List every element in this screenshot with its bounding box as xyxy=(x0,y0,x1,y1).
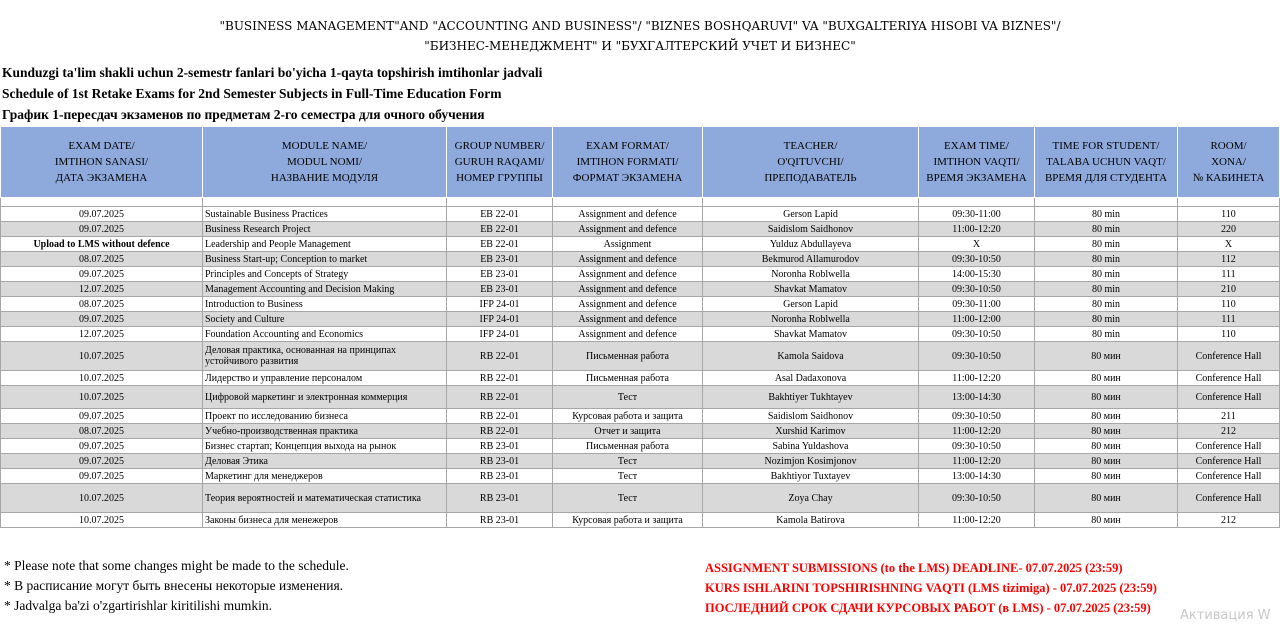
cell-exam-time: 14:00-15:30 xyxy=(919,267,1035,282)
cell-time-for-student: 80 min xyxy=(1035,312,1178,327)
table-row xyxy=(1,439,1280,454)
cell-teacher: Bekmurod Allamurodov xyxy=(703,252,919,267)
cell-exam-time: 09:30-10:50 xyxy=(919,282,1035,297)
cell-room: X xyxy=(1178,237,1280,252)
table-row xyxy=(1,207,1280,222)
table-row xyxy=(1,267,1280,282)
cell-time-for-student: 80 мин xyxy=(1035,484,1178,513)
table-row xyxy=(1,222,1280,237)
cell-exam-date: 08.07.2025 xyxy=(1,252,203,267)
cell-time-for-student: 80 мин xyxy=(1035,424,1178,439)
cell-module-name: Бизнес стартап; Концепция выхода на рынок xyxy=(203,439,447,454)
cell-module-name: Introduction to Business xyxy=(203,297,447,312)
cell-exam-date: 09.07.2025 xyxy=(1,222,203,237)
spacer-cell xyxy=(1,198,203,207)
cell-exam-format: Assignment and defence xyxy=(553,327,703,342)
cell-room: 212 xyxy=(1178,424,1280,439)
cell-module-name: Society and Culture xyxy=(203,312,447,327)
cell-module-name: Учебно-производственная практика xyxy=(203,424,447,439)
cell-exam-date: 10.07.2025 xyxy=(1,484,203,513)
cell-module-name: Цифровой маркетинг и электронная коммерция xyxy=(203,386,447,409)
cell-module-name: Деловая практика, основанная на принципах устойчивого развития xyxy=(203,342,447,371)
title-uz: Kunduzgi ta'lim shakli uchun 2-semestr fanlari bo'yicha 1-qayta topshirish imtihonlar jadvali xyxy=(2,65,543,80)
column-header-line: IMTIHON VAQTI/ xyxy=(933,156,1020,168)
cell-time-for-student: 80 min xyxy=(1035,207,1178,222)
column-header-line: TEACHER/ xyxy=(783,140,838,152)
cell-exam-time: 09:30-11:00 xyxy=(919,207,1035,222)
table-row xyxy=(1,409,1280,424)
table-row xyxy=(1,327,1280,342)
cell-group-number: IFP 24-01 xyxy=(447,327,553,342)
table-row xyxy=(1,252,1280,267)
table-header-row xyxy=(1,127,1280,198)
cell-group-number: RB 22-01 xyxy=(447,386,553,409)
cell-exam-time: 13:00-14:30 xyxy=(919,469,1035,484)
cell-time-for-student: 80 min xyxy=(1035,267,1178,282)
column-header-line: ДАТА ЭКЗАМЕНА xyxy=(55,172,148,184)
table-row xyxy=(1,469,1280,484)
table-row xyxy=(1,371,1280,386)
cell-exam-format: Курсовая работа и защита xyxy=(553,409,703,424)
cell-exam-time: 11:00-12:20 xyxy=(919,371,1035,386)
cell-group-number: EB 22-01 xyxy=(447,207,553,222)
activation-watermark: Активация W xyxy=(1180,608,1271,623)
column-header-room xyxy=(1178,127,1280,198)
column-header-line: ROOM/ xyxy=(1210,140,1247,152)
cell-teacher: Gerson Lapid xyxy=(703,207,919,222)
column-header-exam-time xyxy=(919,127,1035,198)
cell-group-number: IFP 24-01 xyxy=(447,312,553,327)
cell-exam-date: 08.07.2025 xyxy=(1,424,203,439)
cell-module-name: Sustainable Business Practices xyxy=(203,207,447,222)
cell-room: Conference Hall xyxy=(1178,439,1280,454)
cell-exam-time: 11:00-12:20 xyxy=(919,513,1035,528)
column-header-line: ВРЕМЯ ЭКЗАМЕНА xyxy=(926,172,1027,184)
cell-exam-date: 10.07.2025 xyxy=(1,513,203,528)
spacer-cell xyxy=(919,198,1035,207)
cell-teacher: Bakhtiyer Tukhtayev xyxy=(703,386,919,409)
cell-exam-format: Письменная работа xyxy=(553,439,703,454)
column-header-line: MODUL NOMI/ xyxy=(286,156,363,168)
column-header-exam-format xyxy=(553,127,703,198)
spacer-cell xyxy=(447,198,553,207)
column-header-line: НАЗВАНИЕ МОДУЛЯ xyxy=(270,172,379,184)
title-en: Schedule of 1st Retake Exams for 2nd Semester Subjects in Full-Time Education Form xyxy=(2,86,502,101)
cell-teacher: Gerson Lapid xyxy=(703,297,919,312)
title-ru: График 1-пересдач экзаменов по предметам 2-го семестра для очного обучения xyxy=(2,107,485,122)
cell-group-number: RB 23-01 xyxy=(447,439,553,454)
cell-group-number: RB 22-01 xyxy=(447,371,553,386)
cell-exam-date: 08.07.2025 xyxy=(1,297,203,312)
cell-module-name: Теория вероятностей и математическая статистика xyxy=(203,484,447,513)
cell-time-for-student: 80 мин xyxy=(1035,454,1178,469)
cell-exam-format: Assignment and defence xyxy=(553,207,703,222)
table-row xyxy=(1,386,1280,409)
cell-time-for-student: 80 min xyxy=(1035,252,1178,267)
cell-exam-date: 09.07.2025 xyxy=(1,409,203,424)
cell-exam-time: 09:30-10:50 xyxy=(919,327,1035,342)
schedule-notes xyxy=(4,556,349,616)
cell-teacher: Noronha Roblwella xyxy=(703,312,919,327)
cell-module-name: Principles and Concepts of Strategy xyxy=(203,267,447,282)
cell-exam-date: 09.07.2025 xyxy=(1,267,203,282)
cell-exam-time: 09:30-10:50 xyxy=(919,409,1035,424)
deadline-en: ASSIGNMENT SUBMISSIONS (to the LMS) DEADLINE- 07.07.2025 (23:59) xyxy=(705,561,1123,575)
cell-room: 111 xyxy=(1178,267,1280,282)
cell-group-number: EB 23-01 xyxy=(447,252,553,267)
cell-room: 111 xyxy=(1178,312,1280,327)
cell-module-name: Лидерство и управление персоналом xyxy=(203,371,447,386)
cell-exam-time: 11:00-12:00 xyxy=(919,312,1035,327)
cell-room: 112 xyxy=(1178,252,1280,267)
schedule-titles xyxy=(2,62,542,125)
note-uz: * Jadvalga ba'zi o'zgartirishlar kiritilishi mumkin. xyxy=(4,598,273,613)
cell-group-number: RB 23-01 xyxy=(447,484,553,513)
cell-exam-date: 09.07.2025 xyxy=(1,207,203,222)
column-header-time-for-student xyxy=(1035,127,1178,198)
column-header-line: TIME FOR STUDENT/ xyxy=(1052,140,1160,152)
cell-room: 211 xyxy=(1178,409,1280,424)
cell-module-name: Проект по исследованию бизнеса xyxy=(203,409,447,424)
cell-module-name: Foundation Accounting and Economics xyxy=(203,327,447,342)
cell-exam-date: 09.07.2025 xyxy=(1,439,203,454)
column-header-line: XONA/ xyxy=(1211,156,1246,168)
cell-exam-format: Тест xyxy=(553,454,703,469)
document-header xyxy=(0,16,1280,56)
column-header-line: EXAM DATE/ xyxy=(68,140,135,152)
cell-exam-time: X xyxy=(919,237,1035,252)
column-header-line: GURUH RAQAMI/ xyxy=(454,156,545,168)
cell-exam-format: Курсовая работа и защита xyxy=(553,513,703,528)
cell-teacher: Kamola Saidova xyxy=(703,342,919,371)
cell-exam-time: 09:30-10:50 xyxy=(919,252,1035,267)
cell-teacher: Yulduz Abdullayeva xyxy=(703,237,919,252)
table-row xyxy=(1,424,1280,439)
cell-room: 220 xyxy=(1178,222,1280,237)
cell-exam-format: Assignment and defence xyxy=(553,267,703,282)
exam-schedule-table xyxy=(0,126,1280,528)
cell-time-for-student: 80 мин xyxy=(1035,386,1178,409)
spacer-cell xyxy=(203,198,447,207)
cell-exam-time: 09:30-10:50 xyxy=(919,484,1035,513)
column-header-line: TALABA UCHUN VAQT/ xyxy=(1046,156,1166,168)
cell-group-number: IFP 24-01 xyxy=(447,297,553,312)
column-header-module-name xyxy=(203,127,447,198)
submission-deadlines xyxy=(705,558,1157,618)
cell-exam-format: Тест xyxy=(553,484,703,513)
column-header-line: ВРЕМЯ ДЛЯ СТУДЕНТА xyxy=(1044,172,1168,184)
column-header-line: GROUP NUMBER/ xyxy=(454,140,545,152)
cell-exam-time: 13:00-14:30 xyxy=(919,386,1035,409)
column-header-group-number xyxy=(447,127,553,198)
cell-time-for-student: 80 min xyxy=(1035,297,1178,312)
cell-teacher: Asal Dadaxonova xyxy=(703,371,919,386)
cell-room: 210 xyxy=(1178,282,1280,297)
cell-time-for-student: 80 min xyxy=(1035,237,1178,252)
cell-teacher: Nozimjon Kosimjonov xyxy=(703,454,919,469)
cell-teacher: Noronha Roblwella xyxy=(703,267,919,282)
cell-exam-date: 09.07.2025 xyxy=(1,454,203,469)
deadline-uz: KURS ISHLARINI TOPSHIRISHNING VAQTI (LMS tizimiga) - 07.07.2025 (23:59) xyxy=(705,581,1157,595)
cell-exam-time: 11:00-12:20 xyxy=(919,454,1035,469)
cell-teacher: Zoya Chay xyxy=(703,484,919,513)
cell-exam-format: Assignment and defence xyxy=(553,252,703,267)
cell-group-number: RB 23-01 xyxy=(447,513,553,528)
cell-exam-format: Письменная работа xyxy=(553,342,703,371)
cell-room: Conference Hall xyxy=(1178,371,1280,386)
cell-exam-format: Отчет и защита xyxy=(553,424,703,439)
cell-time-for-student: 80 min xyxy=(1035,282,1178,297)
cell-exam-date: 10.07.2025 xyxy=(1,342,203,371)
cell-exam-time: 11:00-12:20 xyxy=(919,222,1035,237)
cell-exam-format: Тест xyxy=(553,386,703,409)
header-line-2: "БИЗНЕС-МЕНЕДЖМЕНТ" И "БУХГАЛТЕРСКИЙ УЧЕТ И БИЗНЕС" xyxy=(424,39,856,53)
column-header-line: EXAM FORMAT/ xyxy=(586,140,669,152)
column-header-line: НОМЕР ГРУППЫ xyxy=(456,172,543,184)
cell-exam-date: 12.07.2025 xyxy=(1,282,203,297)
cell-exam-date: 12.07.2025 xyxy=(1,327,203,342)
spacer-cell xyxy=(703,198,919,207)
table-row xyxy=(1,513,1280,528)
table-row xyxy=(1,237,1280,252)
cell-teacher: Shavkat Mamatov xyxy=(703,327,919,342)
table-spacer-row xyxy=(1,198,1280,207)
cell-exam-format: Assignment xyxy=(553,237,703,252)
cell-group-number: EB 22-01 xyxy=(447,222,553,237)
column-header-teacher xyxy=(703,127,919,198)
cell-room: 212 xyxy=(1178,513,1280,528)
cell-time-for-student: 80 мин xyxy=(1035,371,1178,386)
cell-time-for-student: 80 min xyxy=(1035,327,1178,342)
cell-exam-date: 10.07.2025 xyxy=(1,371,203,386)
cell-teacher: Saidislom Saidhonov xyxy=(703,409,919,424)
cell-exam-format: Письменная работа xyxy=(553,371,703,386)
column-header-line: ПРЕПОДАВАТЕЛЬ xyxy=(764,172,857,184)
cell-time-for-student: 80 мин xyxy=(1035,439,1178,454)
cell-group-number: EB 23-01 xyxy=(447,267,553,282)
cell-group-number: EB 23-01 xyxy=(447,282,553,297)
spacer-cell xyxy=(1035,198,1178,207)
cell-exam-format: Assignment and defence xyxy=(553,222,703,237)
table-row xyxy=(1,297,1280,312)
cell-module-name: Деловая Этика xyxy=(203,454,447,469)
cell-room: Conference Hall xyxy=(1178,386,1280,409)
table-row xyxy=(1,342,1280,371)
cell-module-name: Business Research Project xyxy=(203,222,447,237)
table-row xyxy=(1,484,1280,513)
cell-group-number: RB 23-01 xyxy=(447,454,553,469)
cell-module-name: Management Accounting and Decision Making xyxy=(203,282,447,297)
table-row xyxy=(1,282,1280,297)
column-header-line: № КАБИНЕТА xyxy=(1192,172,1265,184)
spacer-cell xyxy=(553,198,703,207)
cell-room: Conference Hall xyxy=(1178,454,1280,469)
cell-exam-date: 09.07.2025 xyxy=(1,312,203,327)
table-row xyxy=(1,312,1280,327)
cell-room: Conference Hall xyxy=(1178,342,1280,371)
cell-exam-format: Тест xyxy=(553,469,703,484)
cell-teacher: Sabina Yuldashova xyxy=(703,439,919,454)
spacer-cell xyxy=(1178,198,1280,207)
cell-teacher: Shavkat Mamatov xyxy=(703,282,919,297)
cell-group-number: RB 22-01 xyxy=(447,424,553,439)
cell-teacher: Xurshid Karimov xyxy=(703,424,919,439)
cell-exam-date: Upload to LMS without defence xyxy=(1,237,203,252)
cell-group-number: RB 22-01 xyxy=(447,409,553,424)
cell-teacher: Kamola Batirova xyxy=(703,513,919,528)
column-header-line: EXAM TIME/ xyxy=(944,140,1009,152)
column-header-line: IMTIHON SANASI/ xyxy=(54,156,149,168)
cell-exam-format: Assignment and defence xyxy=(553,297,703,312)
cell-time-for-student: 80 min xyxy=(1035,222,1178,237)
cell-teacher: Saidislom Saidhonov xyxy=(703,222,919,237)
cell-teacher: Bakhtiyor Tuxtayev xyxy=(703,469,919,484)
cell-module-name: Business Start-up; Conception to market xyxy=(203,252,447,267)
header-line-1: "BUSINESS MANAGEMENT"AND "ACCOUNTING AND BUSINESS"/ "BIZNES BOSHQARUVI" VA "BUXGALTERIYA HISOBI VA BIZNES"/ xyxy=(219,19,1061,33)
column-header-line: O'QITUVCHI/ xyxy=(777,156,844,168)
cell-exam-time: 09:30-10:50 xyxy=(919,342,1035,371)
deadline-ru: ПОСЛЕДНИЙ СРОК СДАЧИ КУРСОВЫХ РАБОТ (в LMS) - 07.07.2025 (23:59) xyxy=(705,601,1151,615)
cell-group-number: EB 22-01 xyxy=(447,237,553,252)
cell-room: 110 xyxy=(1178,327,1280,342)
cell-room: Conference Hall xyxy=(1178,484,1280,513)
cell-room: Conference Hall xyxy=(1178,469,1280,484)
cell-time-for-student: 80 мин xyxy=(1035,409,1178,424)
note-en: * Please note that some changes might be made to the schedule. xyxy=(4,558,349,573)
table-row xyxy=(1,454,1280,469)
column-header-exam-date xyxy=(1,127,203,198)
cell-module-name: Законы бизнеса для менежеров xyxy=(203,513,447,528)
cell-module-name: Маркетинг для менеджеров xyxy=(203,469,447,484)
note-ru: * В расписание могут быть внесены некоторые изменения. xyxy=(4,578,344,593)
cell-group-number: RB 23-01 xyxy=(447,469,553,484)
cell-exam-date: 09.07.2025 xyxy=(1,469,203,484)
cell-time-for-student: 80 мин xyxy=(1035,469,1178,484)
cell-room: 110 xyxy=(1178,207,1280,222)
cell-exam-format: Assignment and defence xyxy=(553,312,703,327)
cell-exam-time: 11:00-12:20 xyxy=(919,424,1035,439)
cell-exam-date: 10.07.2025 xyxy=(1,386,203,409)
column-header-line: IMTIHON FORMATI/ xyxy=(576,156,679,168)
column-header-line: MODULE NAME/ xyxy=(281,140,368,152)
cell-exam-format: Assignment and defence xyxy=(553,282,703,297)
cell-time-for-student: 80 мин xyxy=(1035,342,1178,371)
column-header-line: ФОРМАТ ЭКЗАМЕНА xyxy=(572,172,683,184)
cell-module-name: Leadership and People Management xyxy=(203,237,447,252)
cell-exam-time: 09:30-10:50 xyxy=(919,439,1035,454)
cell-exam-time: 09:30-11:00 xyxy=(919,297,1035,312)
cell-group-number: RB 22-01 xyxy=(447,342,553,371)
cell-time-for-student: 80 мин xyxy=(1035,513,1178,528)
cell-room: 110 xyxy=(1178,297,1280,312)
